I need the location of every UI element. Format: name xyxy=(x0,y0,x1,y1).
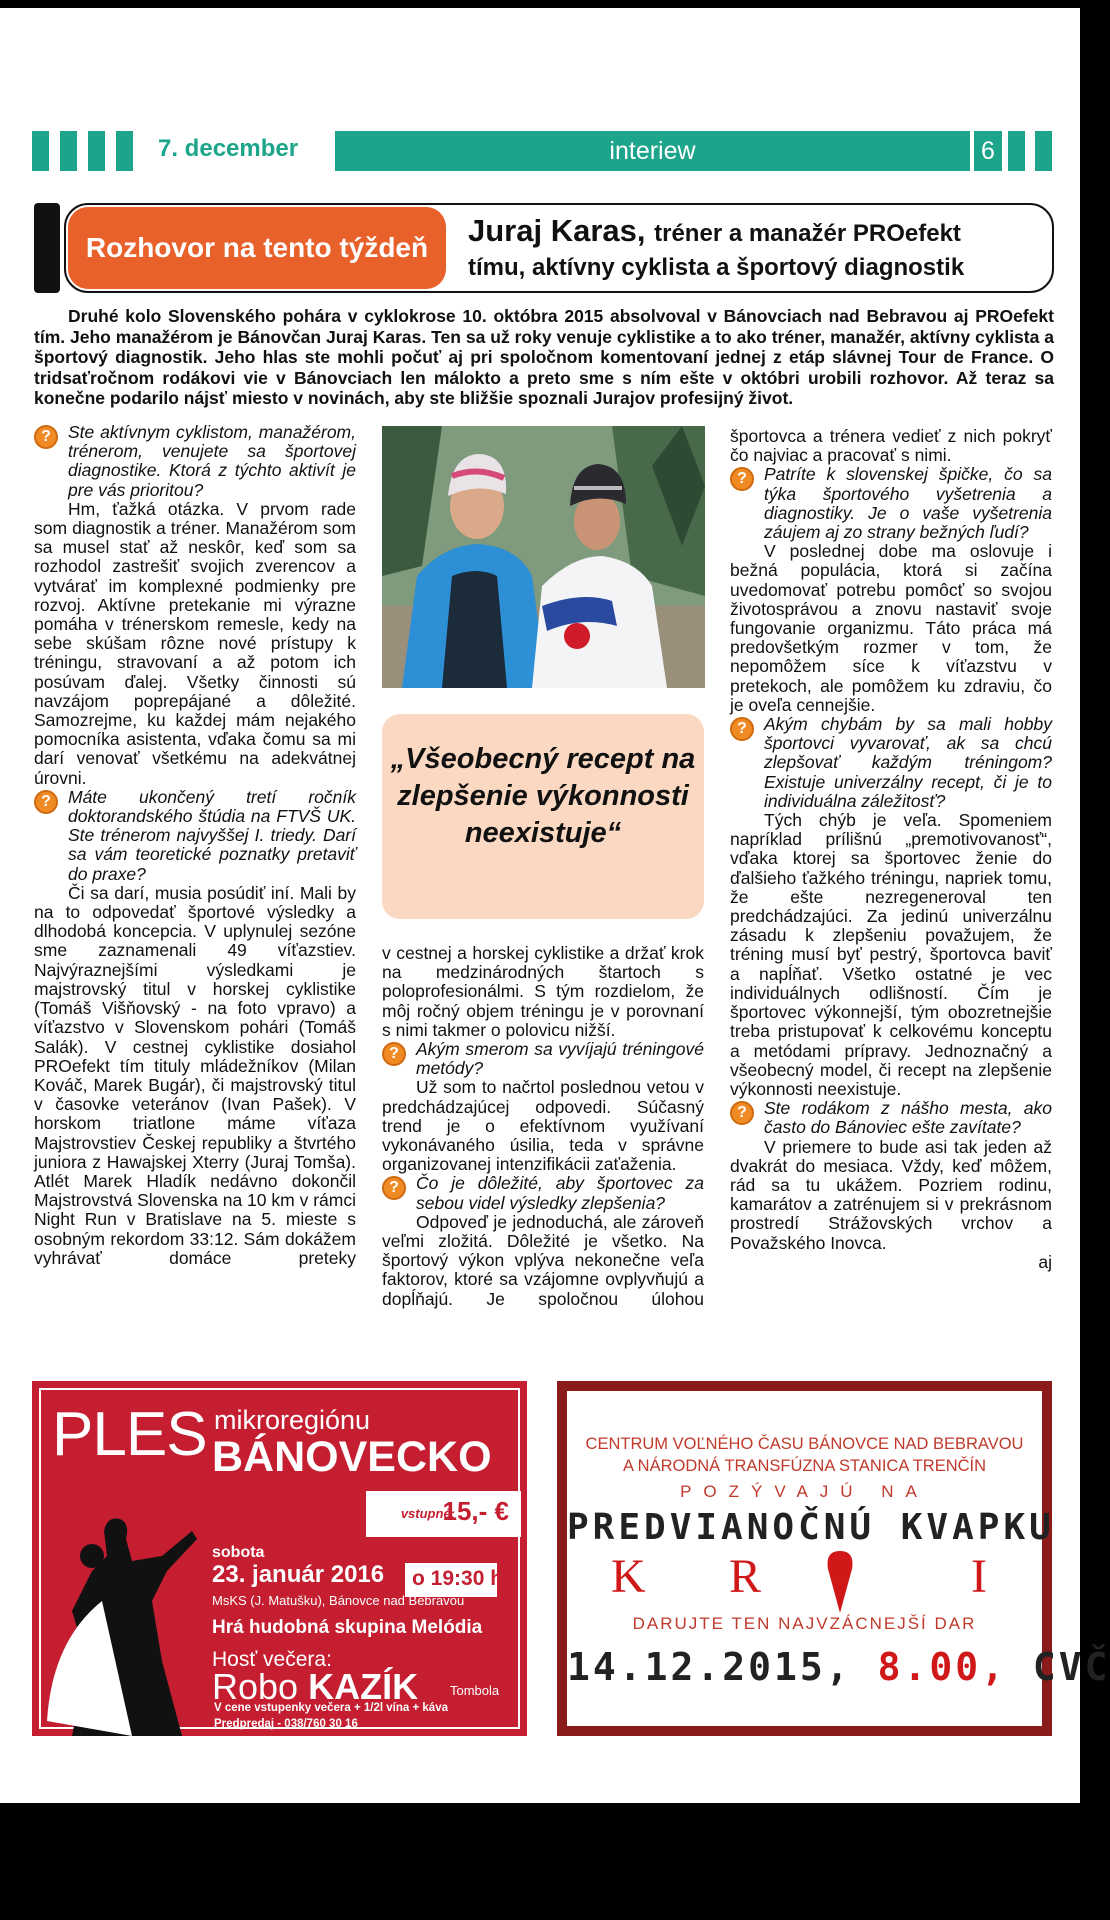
ad-subtitle: mikroregiónu xyxy=(214,1405,371,1435)
column-2 xyxy=(382,944,704,1309)
role-line-1: tréner a manažér PROefekt xyxy=(654,220,961,247)
answer-continued: športovca a trénera vedieť z nich pokryť čo najviac a pracovať s nimi. xyxy=(730,426,1052,466)
newspaper-page xyxy=(0,8,1110,1803)
question-text: Patríte k slovenskej špičke, čo sa týka športového vyšetrenia a diagnostiky. Je o vaše vyšetrenia záujem aj zo strany bežných ľudí? xyxy=(764,464,1052,543)
event-day: sobota xyxy=(212,1544,265,1561)
column-1 xyxy=(34,423,356,1268)
name-text: Juraj Karas, xyxy=(468,213,646,248)
question-text: Akým chybám by sa mali hobby športovci vyvarovať, ak sa chcú zlepšovať každým tréningom? Existuje univerzálny recept, či je to individuálna záležitosť? xyxy=(764,714,1052,811)
dancers-silhouette xyxy=(32,1461,232,1736)
author-signature: aj xyxy=(1038,1251,1052,1272)
section-title: interiew xyxy=(335,131,970,171)
slogan: DARUJTE TEN NAJVZÁCNEJŠÍ DAR xyxy=(632,1614,977,1633)
header-block xyxy=(1008,131,1025,171)
guest-last: KAZÍK xyxy=(308,1666,419,1707)
question-text: Ste aktívnym cyklistom, manažérom, trénerom, venujete sa športovej diagnostike. Ktorá z týchto aktivít je pre vás prioritou? xyxy=(68,422,356,500)
banner-bar xyxy=(34,203,60,293)
presale-info: Predpredaj - 038/760 30 16 xyxy=(214,1718,358,1730)
ad-blood-donation xyxy=(557,1381,1110,1736)
event-place: CVČ xyxy=(1032,1645,1110,1689)
intro-paragraph xyxy=(34,306,1054,409)
question xyxy=(730,1099,1052,1137)
answer: Odpoveď je jednoduchá, ale zároveň veľmi zložitá. Dôležité je všetko. Na športový výkon vplýva nekonečne veľa faktorov, ktoré sa vzájomne ovplyvňujú a dopĺňajú. Je spoločnou úlohou xyxy=(382,1211,704,1309)
event-date: 23. január 2016 xyxy=(212,1561,385,1588)
answer-continued: v cestnej a horskej cyklistike a držať krok na medzinárodných štartoch s poloprofesionálmi. S tým rozdielom, že môj ročný objem tréningu je v porovnaní s nimi takmer o polovicu nižší. xyxy=(382,943,704,1040)
price-label: vstupné: xyxy=(400,1506,455,1521)
question-text: Ste rodákom z nášho mesta, ako často do Bánoviec ešte zavítate? xyxy=(764,1098,1052,1138)
guest-first: Robo xyxy=(212,1666,299,1707)
question-icon: ? xyxy=(34,790,58,814)
answer: Tých chýb je veľa. Spomeniem napríklad prílišnú „premotivovanosť“, vďaka ktorej sa športovec ženie do ďalšieho ťažkého tréningu, napriek tomu, že ešte nezregeneroval ten predchádzajúci. Za jedinú univerzálnu zásadu k zlepšeniu považujem, že tréning musí byť pestrý, športovca baviť a napĺňať. Všetko ostatné je vec individuálnych odlišností. Čím je športovec výkonnejší, tým obozretnejšie treba pristupovať k celkovému konceptu a metódami prípravy. Jednoznačný a všeobecný model, či recept na zlepšenie výkonnosti neexistuje. xyxy=(730,810,1052,1099)
question-icon: ? xyxy=(730,717,754,741)
question-text: Čo je dôležité, aby športovec za sebou videl výsledky zlepšenia? xyxy=(416,1173,704,1213)
ad-inner xyxy=(567,1391,1110,1726)
question-icon: ? xyxy=(730,1101,754,1125)
question xyxy=(34,788,356,884)
answer: V poslednej dobe ma oslovuje i bežná populácia, ktorá si začína uvedomovať potrebu pomôcť so svojou životosprávou a znovu nastaviť svoje fungovanie organizmu. Táto práca má predovšetkým rozmer v tom, že nepomôžem síce k víťazstvu v pretekoch, ale pomôžem ku zdraviu, čo je oveľa cennejšie. xyxy=(730,541,1052,715)
question xyxy=(382,1174,704,1212)
intro-text: Druhé kolo Slovenského pohára v cyklokrose 10. októbra 2015 absolvoval v Bánovciach nad Bebravou aj PROefekt tím. Jeho manažérom je Bánovčan Juraj Karas. Ten sa už roky venuje cyklistike a to ako tréner, manažér, aktívny cyklista a športový diagnostik. Jeho hlas ste mohli počuť aj pri spoločnom komentovaní jednej z etáp slávnej Tour de France. O tridsaťročnom rodákovi vie v Bánovciach len málokto a preto sme s ním ešte v októbri urobili rozhovor. Až teraz sa konečne podarilo nájsť miesto v novinách, aby ste bližšie spoznali Jurajov profesijný život. xyxy=(34,306,1054,408)
pull-quote: „Všeobecný recept na zlepšenie výkonnosti neexistuje“ xyxy=(382,714,704,919)
invite-text: POZÝVAJÚ NA xyxy=(680,1482,929,1501)
organizer-1: CENTRUM VOĽNÉHO ČASU BÁNOVCE NAD BEBRAVOU xyxy=(585,1435,1024,1453)
question xyxy=(382,1040,704,1078)
event-date: 14.12.2015, xyxy=(567,1645,852,1689)
answer: Či sa darí, musia posúdiť iní. Mali by na to odpovedať športové výsledky a dlhodobá koncepcia. V uplynulej sezóne sme zaznamenali 49 víťazstiev. Najvýraznejšími výsledkami je majstrovský titul v horskej cyklistike (Tomáš Višňovský - na foto vpravo) a víťazstvo v Slovenskom pohári (Tomáš Salák). V cestnej cyklistike dosiahol PROefekt tím tituly mládežníkov (Milan Kováč, Marek Bugár), či majstrovský titul v časovke veteránov (Ivan Pašek). V horskom triatlone máme víťaza Majstrovstiev Českej republiky a štvrtého juniora z Hawajskej Xterry (Juraj Tomša). Atlét Marek Hladík nedávno dokončil Majstrovstvá Slovenska na 10 km v rámci Night Run v Bratislave na 5. mieste s osobným rekordom 33:12. Sám dokážem vyhrávať domáce preteky xyxy=(34,882,356,1268)
guest-label: Hosť večera: xyxy=(212,1648,332,1671)
price: 15,- € xyxy=(442,1496,509,1526)
event-venue: MsKS (J. Matušku), Bánovce nad Bebravou xyxy=(212,1593,465,1608)
role-line-2: tímu, aktívny cyklista a športový diagnostik xyxy=(468,254,965,281)
kri-letter-i: I xyxy=(971,1550,987,1603)
blood-drop-icon xyxy=(825,1551,855,1613)
page-header xyxy=(32,131,1052,171)
ad-title: PLES xyxy=(52,1400,207,1469)
ad-region: BÁNOVECKO xyxy=(212,1433,492,1481)
header-block xyxy=(60,131,77,171)
question xyxy=(730,715,1052,811)
kri-letter-r: R xyxy=(729,1550,762,1603)
event-time: o 19:30 h xyxy=(412,1567,504,1590)
header-block xyxy=(32,131,49,171)
page-number: 6 xyxy=(974,131,1002,171)
photo-illustration xyxy=(382,426,705,688)
answer: Hm, ťažká otázka. V prvom rade som diagnostik a tréner. Manažérom som sa musel stať až neskôr, keď som sa rozhodol zastrešiť svojich zverencov a vytvárať im komplexné podmienky pre rozvoj. Aktívne pretekanie mi výrazne pomáha v trénerskom remesle, kedy na sebe skúšam rôzne nové prístupy k tréningu, stravovaní a až potom ich posúvam ďalej. Všetky činnosti sú navzájom poprepájané a dôležité. Samozrejme, ku každej mám nejakého pomocníka asistenta, vďaka čomu sa mi darí venovať všetkému na adekvátnej úrovni. xyxy=(34,498,356,788)
event-time: 8.00, xyxy=(877,1645,1007,1689)
question-icon: ? xyxy=(730,467,754,491)
ad-ples xyxy=(32,1381,527,1736)
question-text: Máte ukončený tretí ročník doktorandského štúdia na FTVŠ UK. Ste trénerom najvyššej I. triedy. Darí sa vám teoretické poznatky pretaviť do praxe? xyxy=(68,786,356,884)
issue-date: 7. december xyxy=(158,135,299,162)
photo-two-cyclists xyxy=(382,426,705,688)
question-icon: ? xyxy=(382,1176,406,1200)
bottom-bar xyxy=(0,1803,1080,1920)
question xyxy=(34,423,356,500)
column-3 xyxy=(730,427,1052,1272)
interviewee-name xyxy=(468,213,961,249)
event-title: PREDVIANOČNÚ KVAPKU xyxy=(567,1507,1055,1548)
question-icon: ? xyxy=(382,1042,406,1066)
event-band: Hrá hudobná skupina Melódia xyxy=(212,1617,483,1638)
event-datetime xyxy=(567,1645,1110,1689)
question-text: Akým smerom sa vyvíjajú tréningové metódy? xyxy=(416,1039,704,1079)
answer: V priemere to bude asi tak jeden až dvakrát do mesiaca. Vždy, keď môžem, rád sa tu ukážem. Pozriem rodinu, kamarátov a zatrénujem si v prekrásnom prostredí Strážovských vrchov a Považského Inovca. xyxy=(730,1136,1052,1253)
organizer-2: A NÁRODNÁ TRANSFÚZNA STANICA TRENČÍN xyxy=(622,1457,987,1475)
answer: Už som to načrtol poslednou vetou v predchádzajúcej odpovedi. Súčasný trend je o efektívnom využívaní vykonávaného úsilia, teda v správne organizovanej intenzifikácii zaťaženia. xyxy=(382,1077,704,1175)
kri-letter-k: K xyxy=(611,1550,646,1603)
tombola: Tombola xyxy=(450,1683,500,1698)
question-icon: ? xyxy=(34,425,58,449)
banner-label: Rozhovor na tento týždeň xyxy=(68,207,446,289)
question xyxy=(730,465,1052,542)
header-block xyxy=(1035,131,1052,171)
header-block xyxy=(116,131,133,171)
header-block xyxy=(88,131,105,171)
ticket-info: V cene vstupenky večera + 1/2l vína + káva xyxy=(214,1702,448,1714)
